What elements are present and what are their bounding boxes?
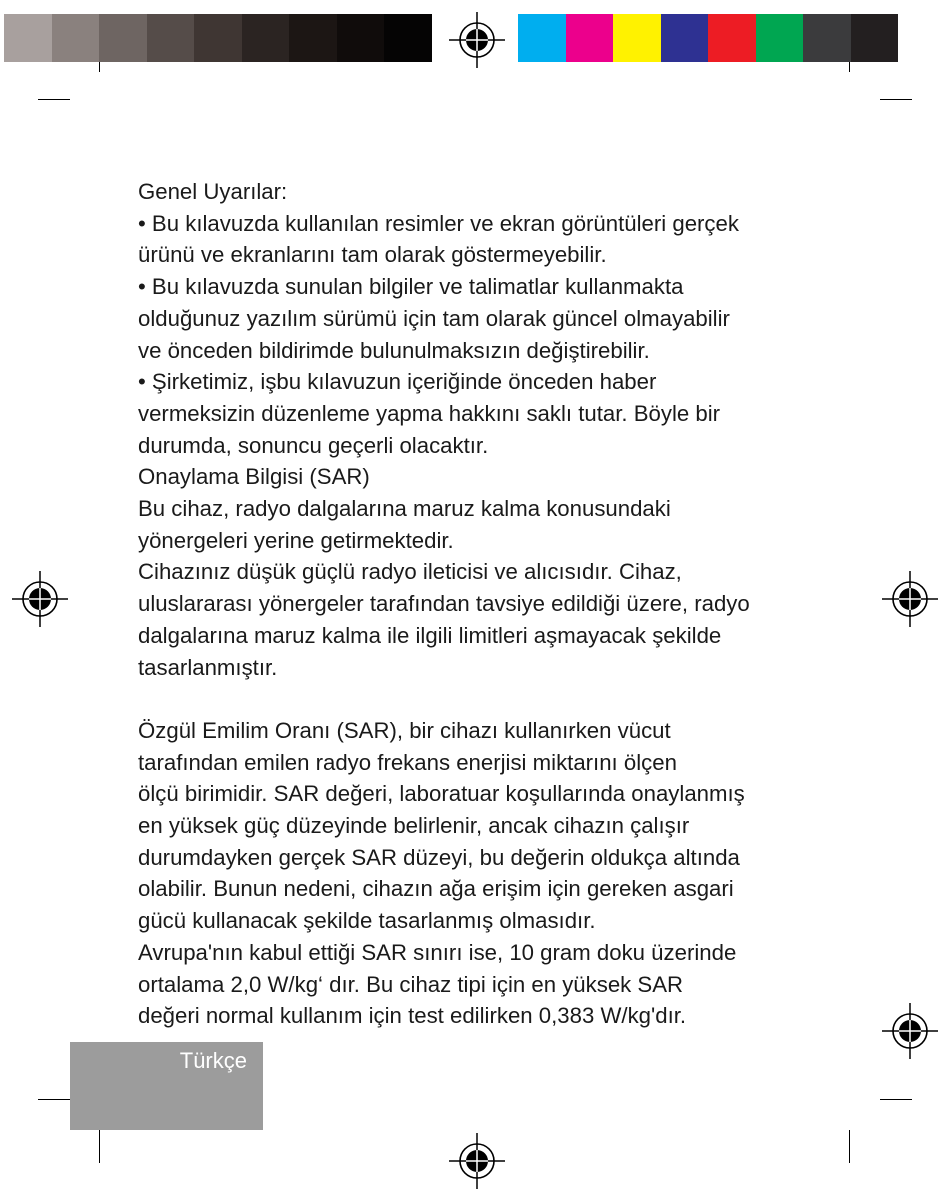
color-swatch: [803, 14, 851, 62]
text-line: • Bu kılavuzda sunulan bilgiler ve talimatlar kullanmakta: [138, 274, 684, 300]
text-line: uluslararası yönergeler tarafından tavsiye edildiği üzere, radyo: [138, 591, 750, 617]
text-line: olduğunuz yazılım sürümü için tam olarak güncel olmayabilir: [138, 305, 730, 331]
language-tab-label: Türkçe: [179, 1048, 247, 1073]
text-line: olabilir. Bunun nedeni, cihazın ağa erişim için gereken asgari: [138, 876, 734, 902]
grey-calibration-bar: [4, 14, 432, 62]
grey-swatch: [99, 14, 147, 62]
grey-swatch: [337, 14, 385, 62]
registration-mark-right-lower-icon: [882, 1003, 938, 1059]
color-swatch: [566, 14, 614, 62]
text-line: Özgül Emilim Oranı (SAR), bir cihazı kullanırken vücut: [138, 717, 671, 743]
text-line: gücü kullanacak şekilde tasarlanmış olmasıdır.: [138, 908, 596, 934]
text-line: • Bu kılavuzda kullanılan resimler ve ekran görüntüleri gerçek: [138, 210, 739, 236]
registration-mark-top-icon: [449, 12, 505, 68]
manual-body-text: [138, 176, 818, 1032]
registration-mark-right-icon: [882, 571, 938, 627]
text-line: değeri normal kullanım için test edilirken 0,383 W/kg'dır.: [138, 1003, 687, 1029]
crop-mark: [849, 1130, 850, 1163]
text-line: Avrupa'nın kabul ettiği SAR sınırı ise, 10 gram doku üzerinde: [138, 939, 737, 965]
text-line: ortalama 2,0 W/kg‘ dır. Bu cihaz tipi için en yüksek SAR: [138, 971, 684, 997]
color-swatch: [661, 14, 709, 62]
text-line: tarafından emilen radyo frekans enerjisi miktarını ölçen: [138, 749, 677, 775]
grey-swatch: [194, 14, 242, 62]
grey-swatch: [384, 14, 432, 62]
text-line: vermeksizin düzenleme yapma hakkını saklı tutar. Böyle bir: [138, 400, 721, 426]
color-calibration-bar: [518, 14, 898, 62]
registration-mark-left-icon: [12, 571, 68, 627]
grey-swatch: [147, 14, 195, 62]
text-line: ölçü birimidir. SAR değeri, laboratuar koşullarında onaylanmış: [138, 781, 745, 807]
text-line: ürünü ve ekranlarını tam olarak göstermeyebilir.: [138, 242, 607, 268]
color-swatch: [708, 14, 756, 62]
grey-swatch: [4, 14, 52, 62]
crop-mark: [99, 1130, 100, 1163]
grey-swatch: [289, 14, 337, 62]
color-swatch: [756, 14, 804, 62]
crop-mark: [38, 99, 70, 100]
text-line: Genel Uyarılar:: [138, 179, 288, 204]
grey-swatch: [242, 14, 290, 62]
crop-mark: [849, 62, 850, 72]
text-line: Onaylama Bilgisi (SAR): [138, 464, 370, 490]
text-line: dalgalarına maruz kalma ile ilgili limitleri aşmayacak şekilde: [138, 622, 722, 648]
text-line: ve önceden bildirimde bulunulmaksızın değiştirebilir.: [138, 337, 650, 363]
registration-mark-bottom-icon: [449, 1133, 505, 1189]
color-swatch: [518, 14, 566, 62]
crop-mark: [99, 62, 100, 72]
text-line: • Şirketimiz, işbu kılavuzun içeriğinde önceden haber: [138, 369, 657, 395]
text-line: durumda, sonuncu geçerli olacaktır.: [138, 432, 489, 458]
text-line: Bu cihaz, radyo dalgalarına maruz kalma konusundaki: [138, 496, 671, 522]
text-line: en yüksek güç düzeyinde belirlenir, ancak cihazın çalışır: [138, 813, 690, 839]
blank-line: [138, 683, 818, 715]
crop-mark: [880, 1099, 912, 1100]
language-tab: [70, 1042, 263, 1130]
text-line: tasarlanmıştır.: [138, 654, 278, 680]
crop-mark: [38, 1099, 70, 1100]
crop-mark: [880, 99, 912, 100]
color-swatch: [851, 14, 899, 62]
grey-swatch: [52, 14, 100, 62]
text-line: durumdayken gerçek SAR düzeyi, bu değerin oldukça altında: [138, 844, 740, 870]
color-swatch: [613, 14, 661, 62]
text-line: yönergeleri yerine getirmektedir.: [138, 527, 454, 553]
text-line: Cihazınız düşük güçlü radyo ileticisi ve alıcısıdır. Cihaz,: [138, 559, 682, 585]
